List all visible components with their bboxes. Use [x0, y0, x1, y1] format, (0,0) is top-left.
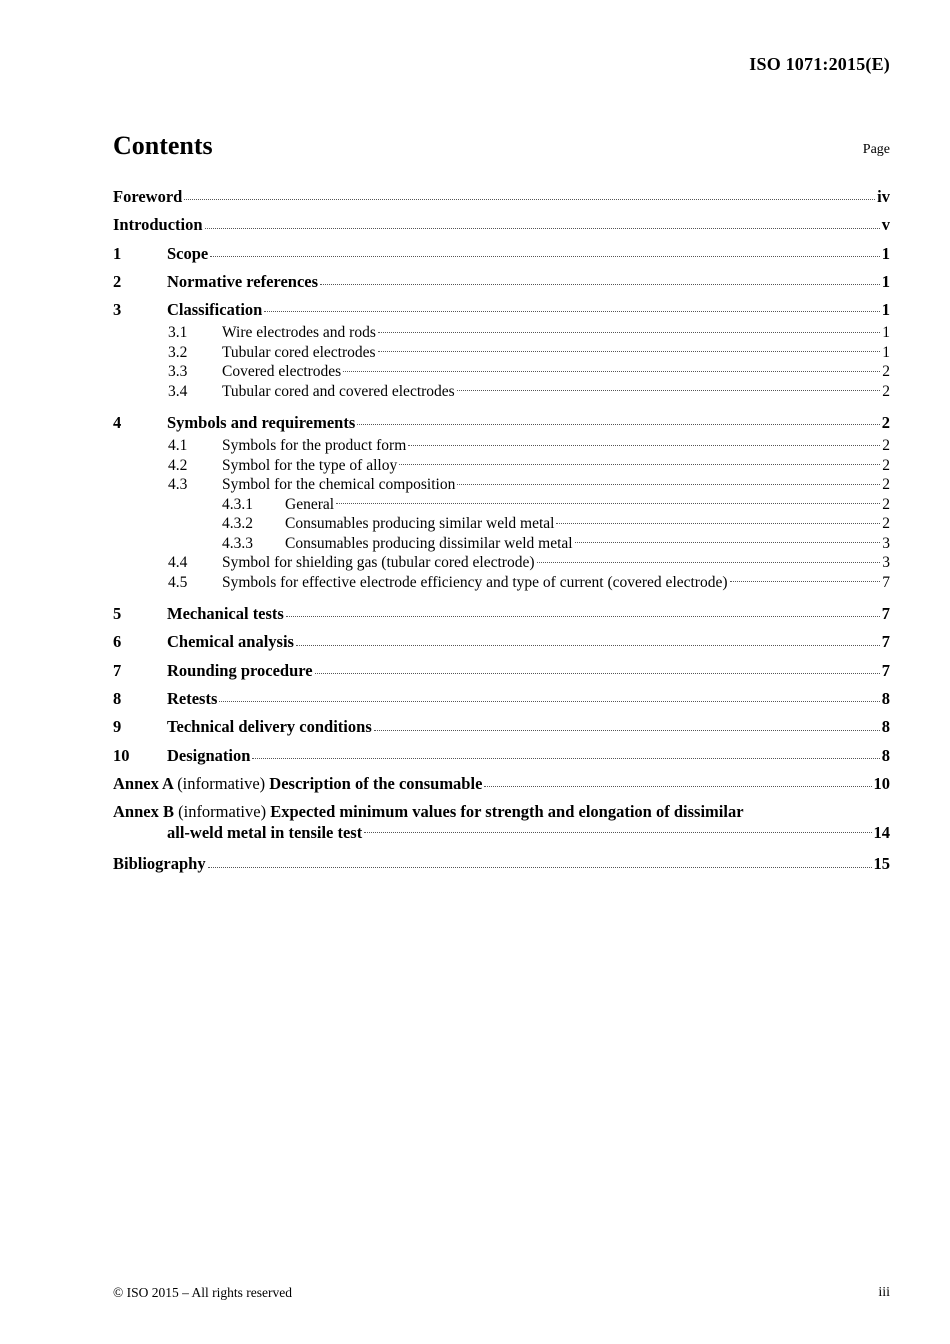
toc-entry-number: 10: [113, 745, 130, 765]
toc-entry[interactable]: [113, 600, 890, 628]
toc-page-number: 1: [881, 300, 890, 320]
dot-leader: [286, 615, 880, 617]
toc-entry-title: Normative references: [167, 271, 319, 291]
toc-page-number: 8: [881, 689, 890, 709]
toc-entry[interactable]: [113, 456, 890, 476]
toc-entry-title: Designation: [167, 745, 251, 765]
toc-entry-title: Symbol for the type of alloy: [222, 456, 398, 474]
toc-entry-title: Covered electrodes: [222, 363, 342, 381]
toc-entry-title: Classification: [167, 300, 263, 320]
toc-page-number: 2: [882, 476, 890, 494]
dot-leader: [364, 831, 871, 833]
dot-leader: [219, 700, 879, 702]
annex-b-title-line-1: [113, 802, 890, 822]
annex-label: Annex B: [113, 802, 174, 822]
dot-leader: [575, 541, 880, 543]
toc-entry-number: 6: [113, 632, 122, 652]
toc-page-number: 2: [882, 495, 890, 513]
toc-entry-title: Symbols for effective electrode efficiency and type of current (covered electrode): [222, 573, 728, 591]
toc-entry-number: 9: [113, 717, 122, 737]
toc-entry-number: 3.2: [168, 343, 188, 361]
toc-page-number: 7: [882, 573, 890, 591]
dot-leader: [252, 757, 879, 759]
toc-page-number: 14: [873, 823, 890, 843]
toc-page-number: 1: [881, 243, 890, 263]
toc-entry-number: 3.3: [168, 363, 188, 381]
toc-entry[interactable]: [113, 553, 890, 573]
page-title: Contents: [113, 131, 213, 160]
dot-leader: [457, 389, 880, 391]
dot-leader: [378, 331, 880, 333]
page-column-label: Page: [862, 142, 890, 157]
toc-entry-title: Chemical analysis: [167, 632, 294, 652]
toc-page-number: 7: [881, 660, 890, 680]
toc-entry[interactable]: [113, 343, 890, 363]
toc-entry[interactable]: [113, 495, 890, 515]
toc-entry-bibliography[interactable]: [113, 850, 890, 878]
toc-page-number: 8: [881, 745, 890, 765]
dot-leader: [537, 561, 881, 563]
toc-entry[interactable]: [113, 514, 890, 534]
toc-entry-title: Technical delivery conditions: [167, 717, 372, 737]
toc-entry-title: Consumables producing dissimilar weld metal: [285, 534, 573, 552]
toc-entry[interactable]: [113, 534, 890, 554]
toc-entry-title: Symbols for the product form: [222, 437, 407, 455]
toc-entry-number: 4.3.1: [222, 495, 253, 513]
toc-entry[interactable]: [113, 409, 890, 436]
toc-entry-number: 3.4: [168, 382, 188, 400]
toc-entry-annex-b[interactable]: [113, 802, 890, 844]
annex-title-line-1: Expected minimum values for strength and elongation of dissimilar: [270, 802, 744, 822]
toc-page-number: 1: [882, 343, 890, 361]
toc-entry-number: 7: [113, 660, 122, 680]
toc-page-number: 1: [882, 324, 890, 342]
dot-leader: [320, 283, 880, 285]
dot-leader: [264, 310, 879, 312]
toc-entry-title: [113, 770, 482, 798]
toc-entry[interactable]: [113, 240, 890, 268]
document-code: ISO 1071:2015(E): [749, 54, 890, 74]
toc-entry-number: 4.3.2: [222, 515, 253, 533]
toc-entry[interactable]: [113, 183, 890, 211]
dot-leader: [378, 350, 880, 352]
toc-entry-title: Rounding procedure: [167, 660, 313, 680]
toc-entry-title: Tubular cored and covered electrodes: [222, 382, 455, 400]
toc-page-number: v: [881, 215, 890, 235]
toc-entry-title: Foreword: [113, 187, 183, 206]
toc-page-number: 2: [881, 413, 890, 433]
toc-entry-title: Wire electrodes and rods: [222, 324, 376, 342]
toc-entry[interactable]: [113, 362, 890, 382]
dot-leader: [399, 463, 880, 465]
toc-entry-title: General: [285, 495, 335, 513]
dot-leader: [343, 370, 880, 372]
toc-page-number: 7: [881, 604, 890, 624]
dot-leader: [296, 644, 880, 646]
toc-entry-title: Introduction: [113, 215, 203, 235]
annex-title-line-2: all-weld metal in tensile test: [167, 823, 363, 843]
toc-page-number: 10: [873, 773, 890, 793]
toc-entry-number: 8: [113, 689, 122, 709]
toc-entry[interactable]: [113, 657, 890, 685]
toc-entry-title: Tubular cored electrodes: [222, 343, 376, 361]
toc-entry-title: Bibliography: [113, 854, 206, 874]
toc-entry-annex-a[interactable]: [113, 770, 890, 798]
toc-entry[interactable]: [113, 628, 890, 656]
toc-page-number: 2: [882, 363, 890, 381]
toc-entry[interactable]: [113, 211, 890, 239]
dot-leader: [205, 227, 880, 229]
toc-entry-number: 4.2: [168, 456, 188, 474]
annex-b-title-line-2: [113, 822, 890, 844]
toc-entry-number: 4.3: [168, 476, 188, 494]
annex-label: Annex A: [113, 773, 174, 793]
table-of-contents: [113, 183, 890, 879]
toc-entry-title: Consumables producing similar weld metal: [285, 515, 555, 533]
toc-page-number: 2: [882, 515, 890, 533]
toc-entry-title: Retests: [167, 689, 218, 709]
toc-entry[interactable]: [113, 436, 890, 456]
dot-leader: [210, 255, 880, 257]
toc-entry[interactable]: [113, 323, 890, 343]
toc-page-number: 1: [881, 271, 890, 291]
toc-entry-number: 5: [113, 604, 122, 624]
dot-leader: [208, 866, 872, 868]
toc-entry-number: 4.1: [168, 437, 188, 455]
toc-entry-title: Scope: [167, 243, 209, 263]
toc-entry[interactable]: [113, 573, 890, 593]
toc-entry[interactable]: [113, 713, 890, 741]
toc-page-number: 2: [882, 382, 890, 400]
toc-entry-number: 3.1: [168, 324, 188, 342]
dot-leader: [357, 423, 879, 425]
toc-entry[interactable]: [113, 382, 890, 402]
toc-entry-number: 4: [113, 413, 122, 433]
toc-entry-number: 4.5: [168, 573, 188, 591]
toc-entry-number: 4.3.3: [222, 534, 253, 552]
dot-leader: [408, 444, 880, 446]
toc-entry-number: 1: [113, 243, 122, 263]
dot-leader: [730, 580, 880, 582]
toc-entry-number: 3: [113, 300, 122, 320]
toc-entry-title: Symbols and requirements: [167, 413, 356, 433]
footer-page-number: iii: [878, 1285, 890, 1300]
toc-page-number: 8: [881, 717, 890, 737]
toc-page-number: 3: [882, 534, 890, 552]
dot-leader: [457, 483, 880, 485]
toc-entry-number: 2: [113, 271, 122, 291]
toc-page-number: iv: [877, 187, 890, 206]
toc-entry-number: 4.4: [168, 554, 188, 572]
toc-entry-title: Mechanical tests: [167, 604, 284, 624]
toc-entry[interactable]: [113, 742, 890, 770]
toc-page-number: 7: [881, 632, 890, 652]
toc-page-number: 2: [882, 437, 890, 455]
toc-page-number: 3: [882, 554, 890, 572]
dot-leader: [484, 785, 871, 787]
dot-leader: [336, 502, 880, 504]
toc-page-number: 2: [882, 456, 890, 474]
toc-entry[interactable]: [113, 268, 890, 296]
dot-leader: [374, 729, 880, 731]
toc-entry[interactable]: [113, 296, 890, 323]
annex-title: Description of the consumable: [269, 773, 483, 793]
dot-leader: [556, 522, 880, 524]
toc-page-number: 15: [873, 854, 890, 874]
annex-type: (informative): [177, 773, 266, 793]
copyright-notice: © ISO 2015 – All rights reserved: [113, 1285, 292, 1300]
annex-type: (informative): [178, 802, 267, 822]
toc-entry[interactable]: [113, 685, 890, 713]
toc-entry[interactable]: [113, 475, 890, 495]
toc-entry-title: Symbol for shielding gas (tubular cored electrode): [222, 554, 535, 572]
toc-entry-title: Symbol for the chemical composition: [222, 476, 456, 494]
dot-leader: [315, 672, 880, 674]
dot-leader: [184, 198, 875, 200]
